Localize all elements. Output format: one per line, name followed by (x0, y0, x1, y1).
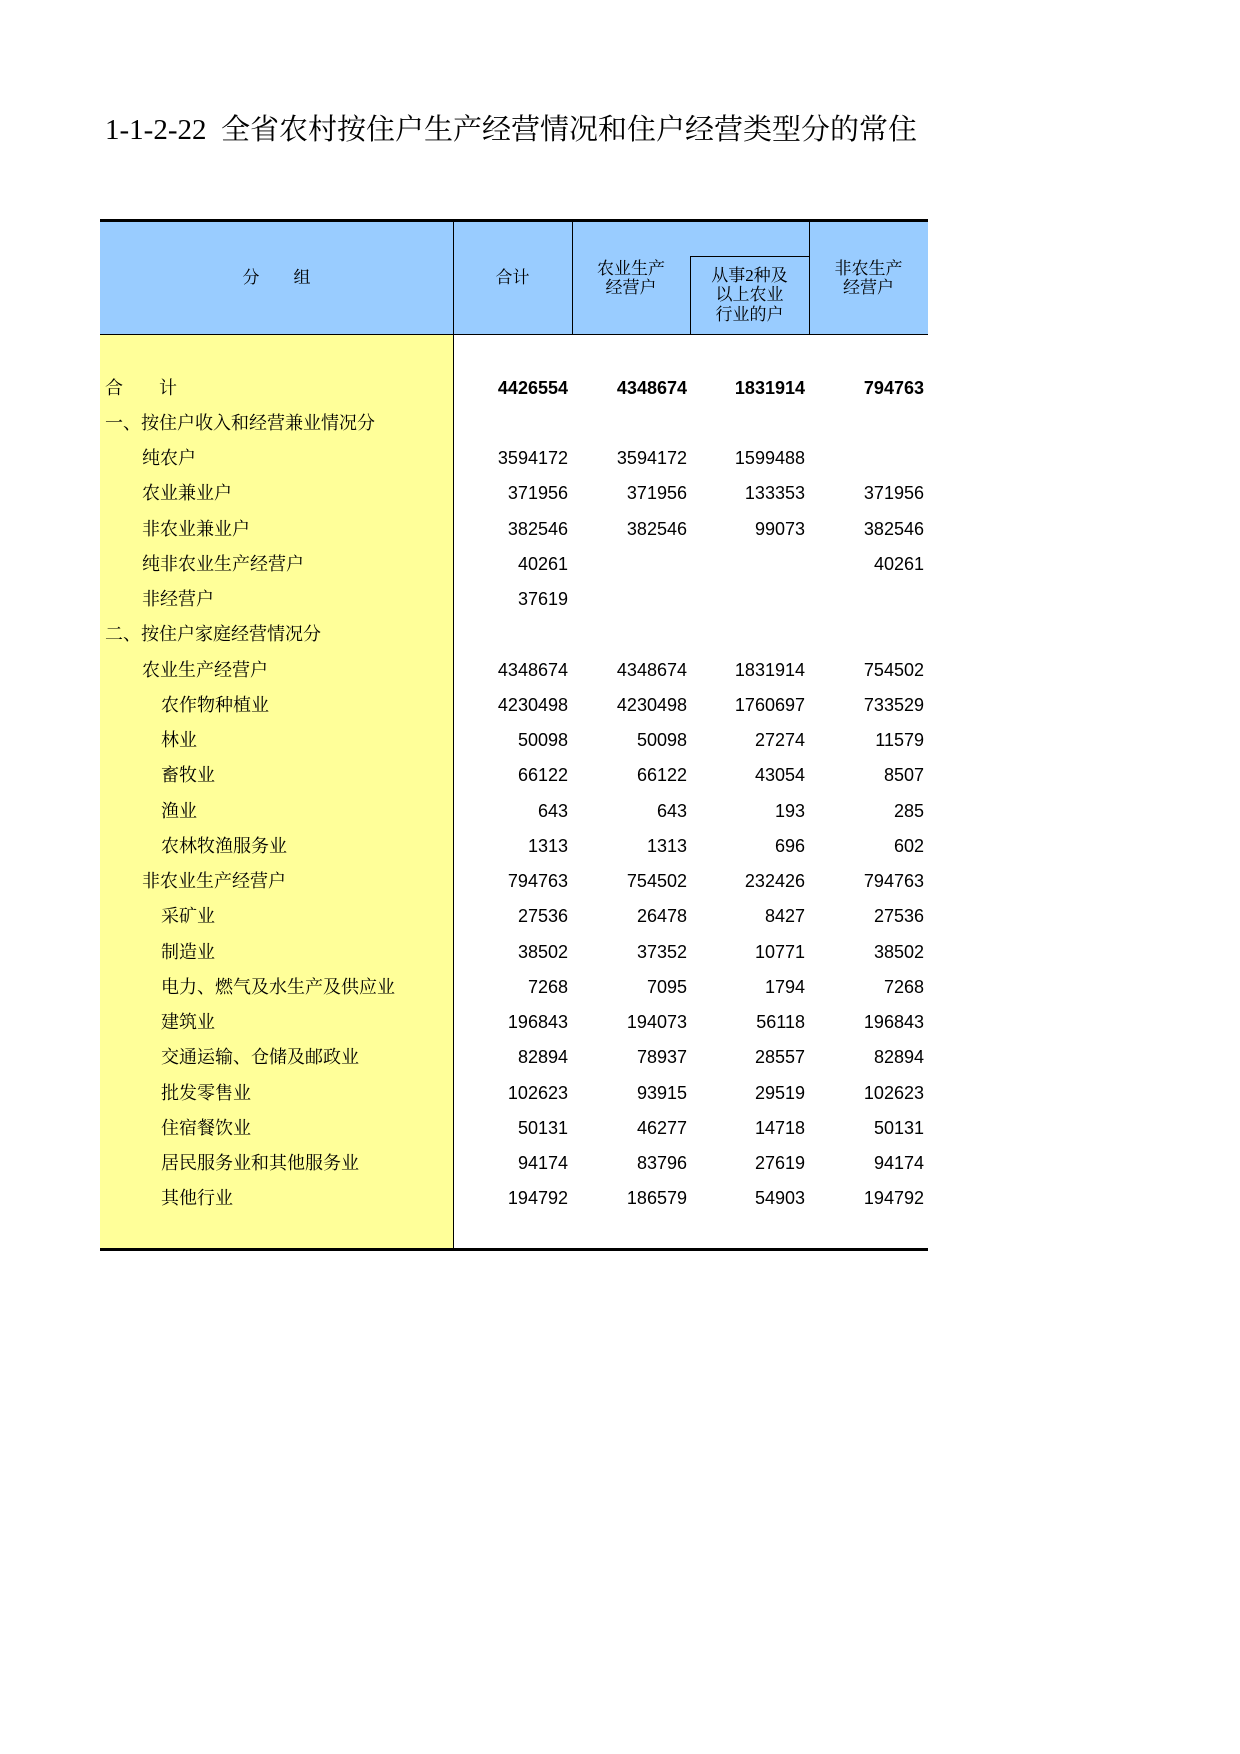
nonagri-household-cell: 285 (893, 800, 924, 821)
total-cell: 37619 (517, 589, 568, 610)
header-agri-multi-industry-line: 以上农业 (715, 285, 784, 305)
table-row (100, 476, 928, 511)
nonagri-household-cell: 194792 (863, 1188, 924, 1209)
table-row (100, 617, 928, 652)
agri-multi-industry-cell: 14718 (754, 1117, 805, 1138)
row-label: 其他行业 (161, 1188, 233, 1209)
total-cell: 50098 (517, 730, 568, 751)
total-cell: 371956 (507, 483, 568, 504)
row-label: 采矿业 (161, 906, 215, 927)
table-row (100, 406, 928, 441)
total-cell: 4426554 (497, 377, 568, 398)
table-row (100, 829, 928, 864)
nonagri-household-cell: 102623 (863, 1082, 924, 1103)
row-label: 交通运输、仓储及邮政业 (161, 1047, 359, 1068)
header-group-label: 分 组 (242, 268, 311, 288)
agri-multi-industry-cell: 99073 (754, 518, 805, 539)
agri-household-cell: 46277 (636, 1117, 687, 1138)
row-label: 建筑业 (161, 1012, 215, 1033)
table-row (100, 547, 928, 582)
agri-household-cell: 194073 (626, 1012, 687, 1033)
table-row (100, 1040, 928, 1075)
nonagri-household-cell: 8507 (883, 765, 924, 786)
agri-household-cell: 50098 (636, 730, 687, 751)
header-total-label: 合计 (495, 268, 530, 288)
agri-multi-industry-cell: 696 (774, 835, 805, 856)
table-row (100, 864, 928, 899)
row-label: 非农业兼业户 (142, 518, 250, 539)
row-label: 农业兼业户 (142, 483, 232, 504)
row-label: 二、按住户家庭经营情况分 (105, 624, 321, 645)
total-cell: 82894 (517, 1047, 568, 1068)
total-cell: 194792 (507, 1188, 568, 1209)
total-cell: 4230498 (497, 694, 568, 715)
header-agri-multi-industry-line: 行业的户 (715, 304, 784, 324)
row-label: 农林牧渔服务业 (161, 835, 287, 856)
nonagri-household-cell: 50131 (873, 1117, 924, 1138)
total-cell: 4348674 (497, 659, 568, 680)
row-label: 制造业 (161, 941, 215, 962)
nonagri-household-cell: 382546 (863, 518, 924, 539)
nonagri-household-cell: 794763 (863, 871, 924, 892)
total-cell: 27536 (517, 906, 568, 927)
agri-multi-industry-cell: 27619 (754, 1153, 805, 1174)
row-label: 非农业生产经营户 (142, 871, 286, 892)
table-row (100, 899, 928, 934)
agri-multi-industry-cell: 43054 (754, 765, 805, 786)
agri-multi-industry-cell: 27274 (754, 730, 805, 751)
table-row (100, 653, 928, 688)
nonagri-household-cell: 82894 (873, 1047, 924, 1068)
row-label: 农作物种植业 (161, 694, 269, 715)
row-label: 非经营户 (142, 589, 214, 610)
row-label: 合 计 (105, 377, 177, 398)
total-cell: 7268 (527, 976, 568, 997)
agri-household-cell: 78937 (636, 1047, 687, 1068)
table-row (100, 441, 928, 476)
table-row (100, 1146, 928, 1181)
row-label: 纯非农业生产经营户 (142, 553, 304, 574)
total-cell: 196843 (507, 1012, 568, 1033)
table-row (100, 935, 928, 970)
row-label: 渔业 (161, 800, 197, 821)
agri-multi-industry-cell: 8427 (764, 906, 805, 927)
row-label: 居民服务业和其他服务业 (161, 1153, 359, 1174)
row-label: 畜牧业 (161, 765, 215, 786)
row-label: 农业生产经营户 (142, 659, 268, 680)
header-nonagri-household-line: 经营户 (843, 278, 894, 297)
table-row (100, 1111, 928, 1146)
page-title: 1-1-2-22 全省农村按住户生产经营情况和住户经营类型分的常住 (105, 114, 917, 146)
nonagri-household-cell: 754502 (863, 659, 924, 680)
agri-household-cell: 371956 (626, 483, 687, 504)
table-row (100, 1076, 928, 1111)
total-cell: 50131 (517, 1117, 568, 1138)
agri-household-cell: 186579 (626, 1188, 687, 1209)
agri-multi-industry-cell: 54903 (754, 1188, 805, 1209)
total-cell: 40261 (517, 553, 568, 574)
agri-household-cell: 7095 (646, 976, 687, 997)
agri-multi-industry-cell: 1599488 (734, 448, 805, 469)
total-cell: 3594172 (497, 448, 568, 469)
table-row (100, 512, 928, 547)
agri-household-cell: 1313 (646, 835, 687, 856)
nonagri-household-cell: 40261 (873, 553, 924, 574)
nonagri-household-cell: 94174 (873, 1153, 924, 1174)
total-cell: 794763 (507, 871, 568, 892)
table-row (100, 723, 928, 758)
header-agri-multi-industry-line: 从事2种及 (711, 265, 788, 285)
total-cell: 382546 (507, 518, 568, 539)
row-label: 电力、燃气及水生产及供应业 (161, 976, 395, 997)
agri-household-cell: 66122 (636, 765, 687, 786)
agri-multi-industry-cell: 193 (774, 800, 805, 821)
table-row (100, 371, 928, 406)
header-nonagri-household-line: 非农生产 (834, 258, 903, 278)
agri-household-cell: 4348674 (616, 659, 687, 680)
nonagri-household-cell: 27536 (873, 906, 924, 927)
total-cell: 643 (537, 800, 568, 821)
agri-multi-industry-cell: 1831914 (734, 377, 805, 398)
agri-multi-industry-cell: 1831914 (734, 659, 805, 680)
table-row (100, 582, 928, 617)
table-row (100, 758, 928, 793)
agri-multi-industry-cell: 10771 (754, 941, 805, 962)
total-cell: 94174 (517, 1153, 568, 1174)
agri-multi-industry-cell: 56118 (756, 1012, 805, 1033)
header-agri-household-line: 经营户 (605, 278, 657, 297)
table-row (100, 1005, 928, 1040)
nonagri-household-cell: 7268 (883, 976, 924, 997)
total-cell: 102623 (507, 1082, 568, 1103)
agri-household-cell: 4230498 (616, 694, 687, 715)
agri-multi-industry-cell: 28557 (754, 1047, 805, 1068)
nonagri-household-cell: 38502 (873, 941, 924, 962)
agri-household-cell: 37352 (636, 941, 687, 962)
total-cell: 1313 (527, 835, 568, 856)
nonagri-household-cell: 602 (893, 835, 924, 856)
nonagri-household-cell: 371956 (863, 483, 924, 504)
agri-household-cell: 3594172 (616, 448, 687, 469)
agri-multi-industry-cell: 1760697 (734, 694, 805, 715)
agri-multi-industry-cell: 232426 (744, 871, 805, 892)
row-label: 林业 (161, 730, 197, 751)
agri-multi-industry-cell: 133353 (744, 483, 805, 504)
total-cell: 38502 (517, 941, 568, 962)
row-label: 批发零售业 (161, 1082, 251, 1103)
agri-household-cell: 382546 (626, 518, 687, 539)
row-label: 一、按住户收入和经营兼业情况分 (105, 412, 375, 433)
nonagri-household-cell: 11579 (875, 730, 924, 751)
nonagri-household-cell: 196843 (863, 1012, 924, 1033)
agri-multi-industry-cell: 1794 (764, 976, 805, 997)
header-agri-household-line: 农业生产 (597, 258, 665, 278)
table-row (100, 1181, 928, 1216)
agri-household-cell: 93915 (636, 1082, 687, 1103)
table-row (100, 970, 928, 1005)
table-row (100, 794, 928, 829)
agri-household-cell: 83796 (636, 1153, 687, 1174)
agri-household-cell: 643 (656, 800, 687, 821)
total-cell: 66122 (517, 765, 568, 786)
agri-household-cell: 26478 (636, 906, 687, 927)
nonagri-household-cell: 794763 (863, 377, 924, 398)
table-row (100, 688, 928, 723)
row-label: 住宿餐饮业 (161, 1117, 251, 1138)
nonagri-household-cell: 733529 (863, 694, 924, 715)
agri-household-cell: 754502 (626, 871, 687, 892)
agri-multi-industry-cell: 29519 (754, 1082, 805, 1103)
agri-household-cell: 4348674 (616, 377, 687, 398)
row-label: 纯农户 (142, 448, 196, 469)
